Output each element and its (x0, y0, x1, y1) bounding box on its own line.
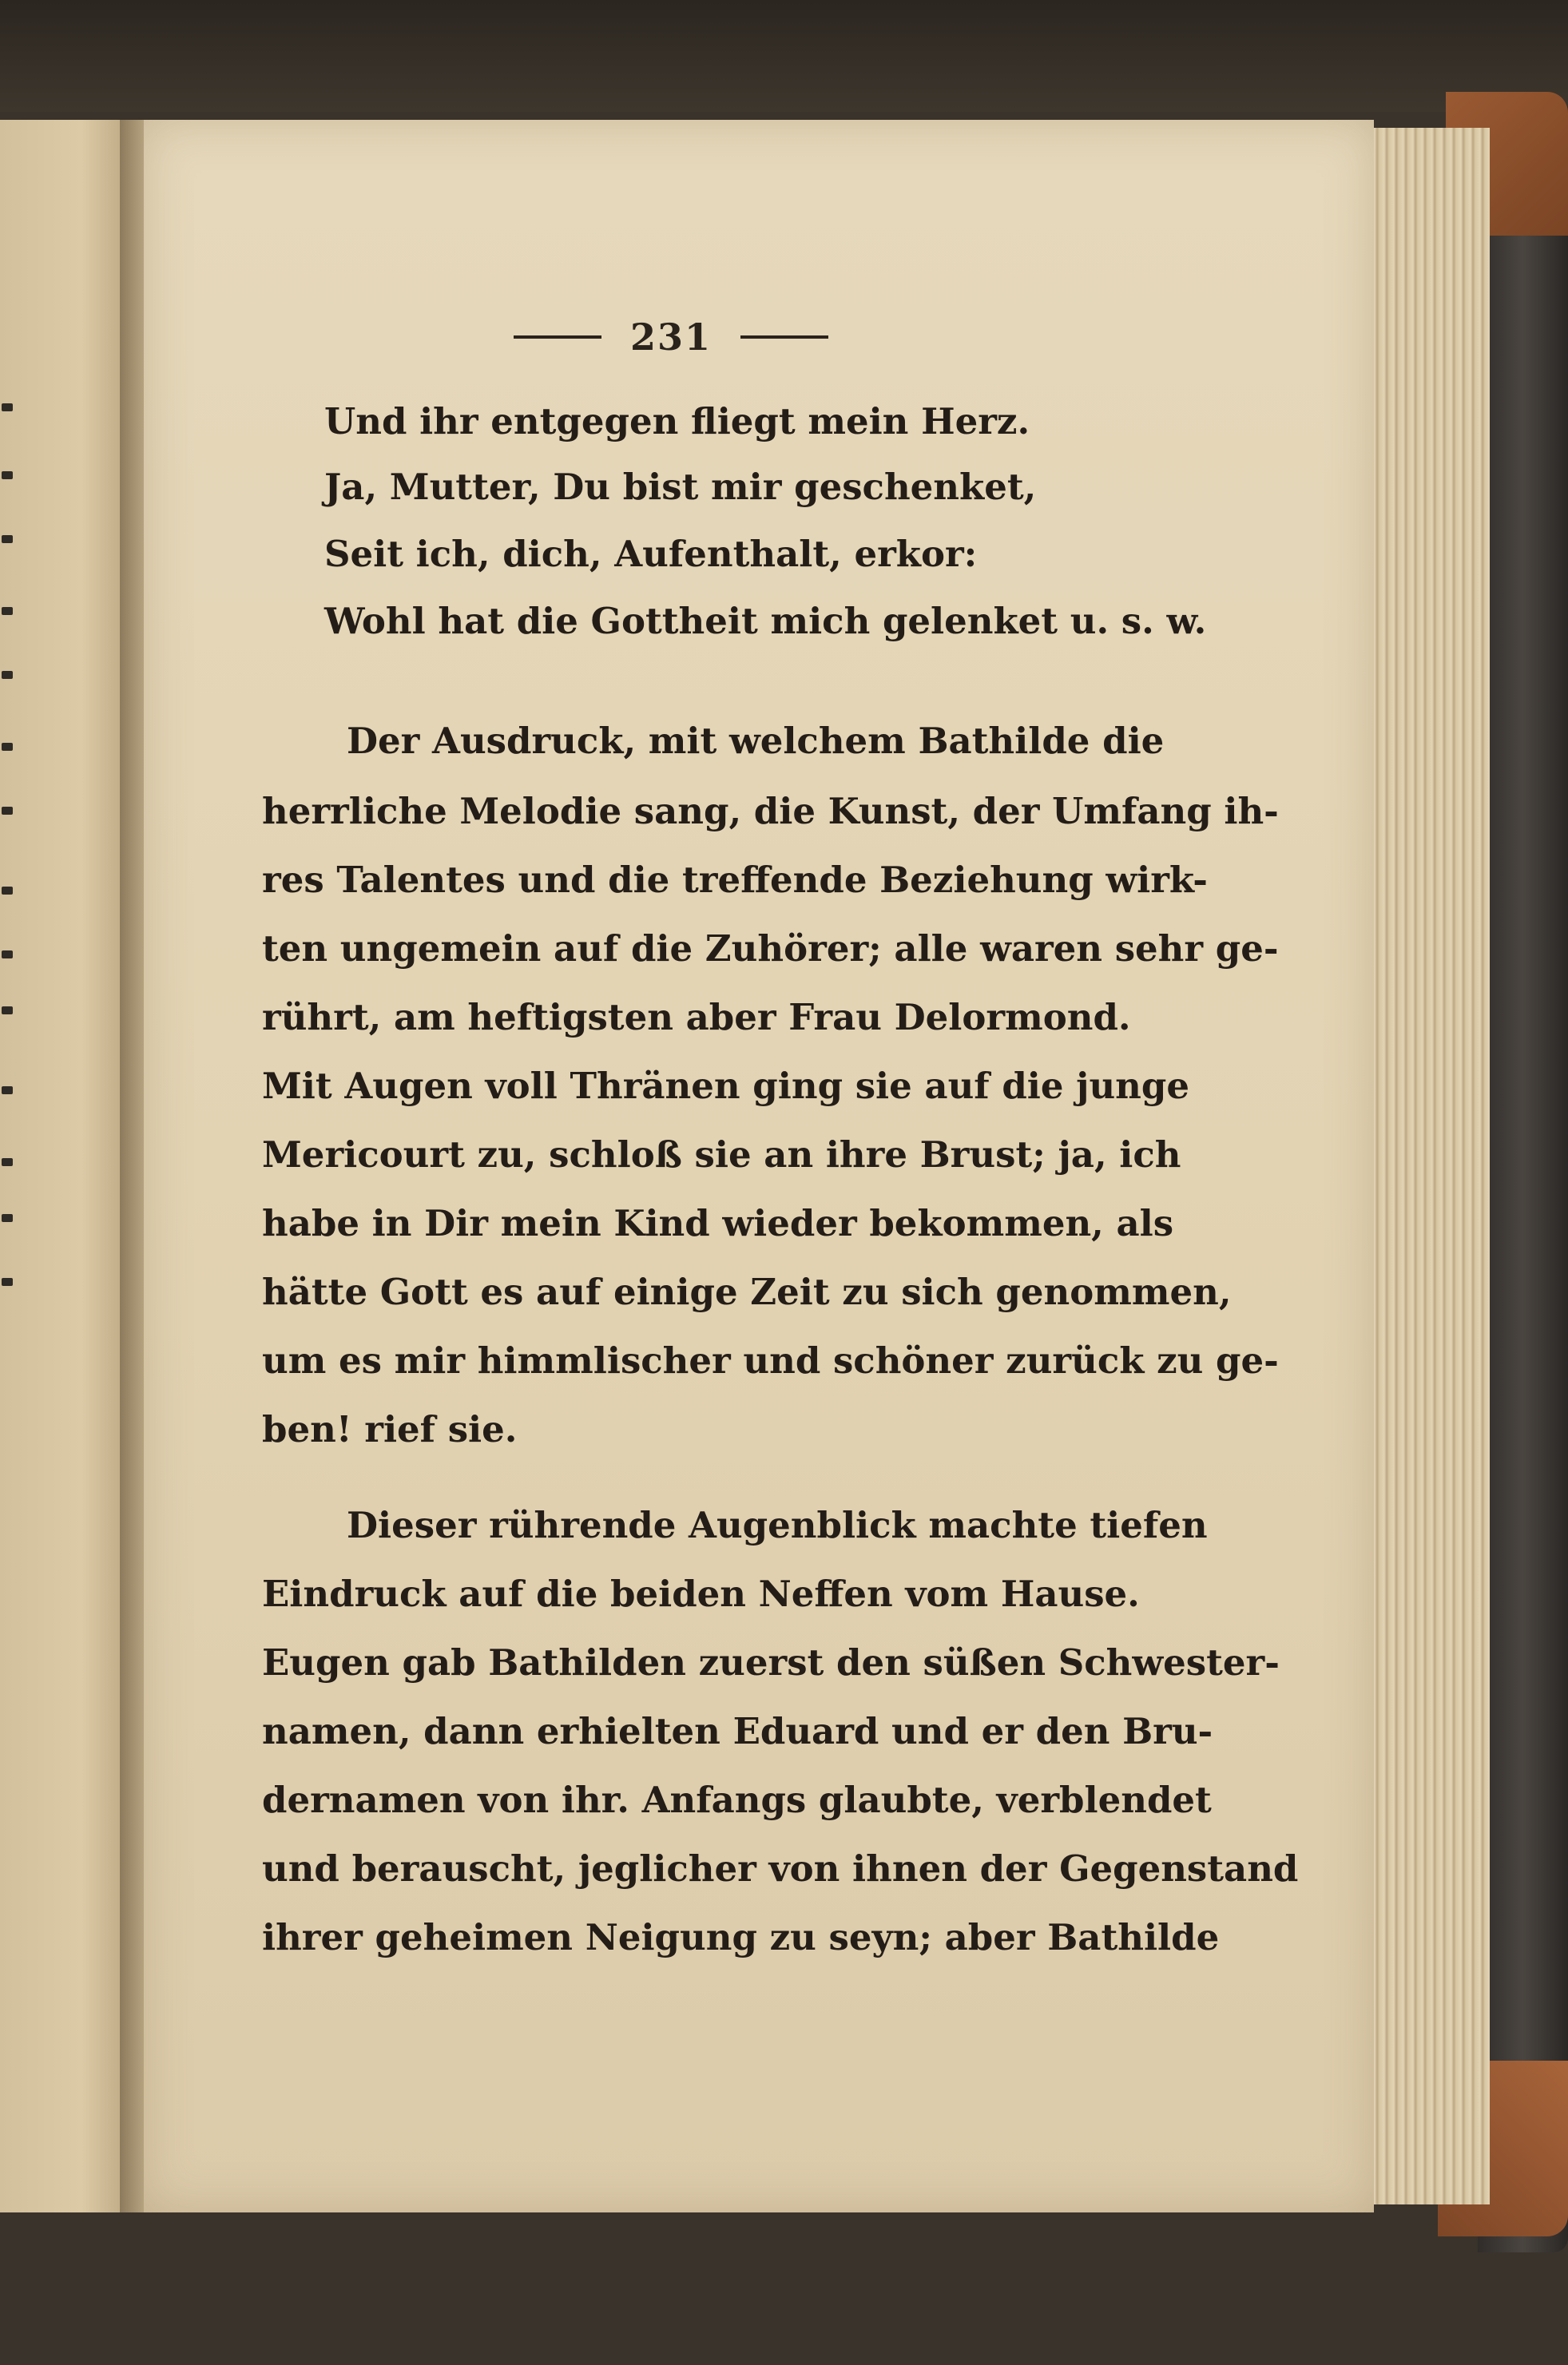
text-line: res Talentes und die treffende Beziehung wirk- (262, 859, 1208, 901)
verse-line: Wohl hat die Gottheit mich gelenket u. s. w. (324, 600, 1207, 642)
page-edges (1370, 128, 1490, 2204)
page-number: 231 (629, 315, 713, 359)
text-line: Eugen gab Bathilden zuerst den süßen Schwester- (262, 1641, 1280, 1684)
text-line: ben! rief sie. (262, 1408, 518, 1450)
verse-line: Ja, Mutter, Du bist mir geschenket, (324, 466, 1037, 508)
header-rule-left (514, 335, 601, 339)
text-line: namen, dann erhielten Eduard und er den Bru- (262, 1710, 1213, 1752)
text-line: ihrer geheimen Neigung zu seyn; aber Bathilde (262, 1916, 1220, 1958)
back-cover (1478, 96, 1568, 2252)
text-line: Mit Augen voll Thränen ging sie auf die junge (262, 1065, 1189, 1107)
page-header (447, 313, 895, 361)
text-line: rührt, am heftigsten aber Frau Delormond. (262, 996, 1131, 1038)
scan-background (0, 0, 1568, 112)
text-line: ten ungemein auf die Zuhörer; alle waren sehr ge- (262, 927, 1279, 970)
header-rule-right (740, 335, 828, 339)
text-line: Mericourt zu, schloß sie an ihre Brust; ja, ich (262, 1133, 1181, 1176)
text-line: hätte Gott es auf einige Zeit zu sich genommen, (262, 1271, 1232, 1313)
text-line: dernamen von ihr. Anfangs glaubte, verblendet (262, 1779, 1212, 1821)
text-line: herrliche Melodie sang, die Kunst, der Umfang ih- (262, 790, 1279, 832)
text-line: Eindruck auf die beiden Neffen vom Hause. (262, 1573, 1140, 1615)
text-line: habe in Dir mein Kind wieder bekommen, als (262, 1202, 1174, 1244)
text-line: um es mir himmlischer und schöner zurück zu ge- (262, 1339, 1279, 1382)
text-line: und berauscht, jeglicher von ihnen der Gegenstand (262, 1847, 1299, 1890)
verse-line: Seit ich, dich, Aufenthalt, erkor: (324, 533, 978, 575)
text-line: Dieser rührende Augenblick machte tiefen (347, 1504, 1208, 1546)
text-line: Der Ausdruck, mit welchem Bathilde die (347, 720, 1165, 762)
facing-page-text-edge (0, 120, 24, 2212)
verse-line: Und ihr entgegen fliegt mein Herz. (324, 400, 1030, 442)
